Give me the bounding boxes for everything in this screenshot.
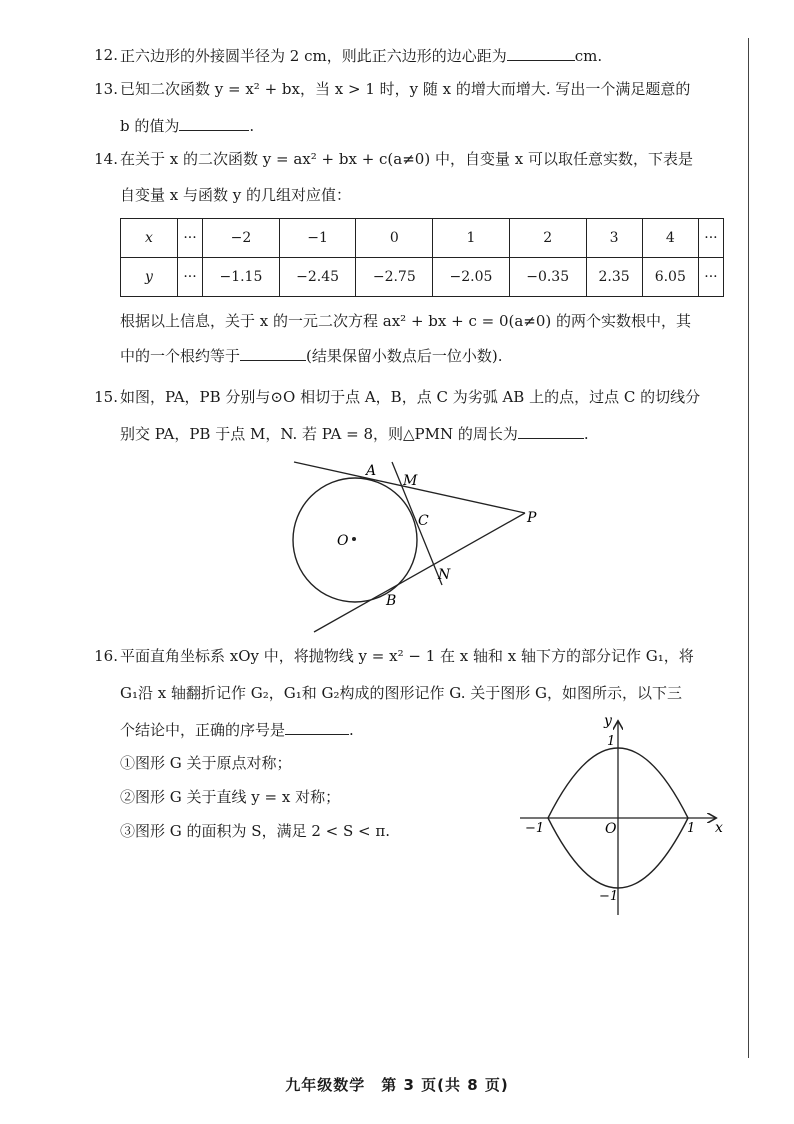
answer-blank[interactable] xyxy=(240,344,306,361)
question-text: b 的值为 xyxy=(120,117,180,135)
question-14-line-2 xyxy=(120,184,720,206)
question-text: 根据以上信息，关于 x 的一元二次方程 ax² + bx + c = 0(a≠0) 的两个实数根中，其 xyxy=(120,312,692,330)
tick-label-neg1-left: −1 xyxy=(525,821,545,836)
option-text: ③图形 G 的面积为 S，满足 2 < S < π. xyxy=(120,822,390,840)
page-margin-rule xyxy=(748,38,749,1058)
table-cell: −2.75 xyxy=(356,258,433,297)
period: . xyxy=(249,117,255,135)
label-n: N xyxy=(438,567,451,583)
period: . xyxy=(583,425,589,443)
tick-label-1-right: 1 xyxy=(687,821,696,836)
table-cell: 0 xyxy=(356,219,433,258)
table-cell: ··· xyxy=(178,219,203,258)
table-cell: −2.05 xyxy=(433,258,510,297)
question-text: 正六边形的外接圆半径为 2 cm，则此正六边形的边心距为 xyxy=(120,47,507,65)
question-15 xyxy=(94,386,720,408)
table-cell: 3 xyxy=(586,219,642,258)
table-cell: 6.05 xyxy=(642,258,698,297)
table-cell: ··· xyxy=(178,258,203,297)
label-p: P xyxy=(527,510,537,526)
question-text: (结果保留小数点后一位小数). xyxy=(306,347,503,365)
question-14-line-4 xyxy=(120,344,720,367)
question-15-line-2 xyxy=(120,422,720,445)
question-14-line-3 xyxy=(120,310,720,332)
question-text: 别交 PA，PB 于点 M，N. 若 PA = 8，则△PMN 的周长为 xyxy=(120,425,518,443)
question-text: 中的一个根约等于 xyxy=(120,347,241,365)
page-footer: 九年级数学 第 3 页(共 8 页) xyxy=(285,1076,509,1094)
table-cell: 2 xyxy=(509,219,586,258)
tick-label-1-top: 1 xyxy=(607,734,616,749)
question-16-line-2 xyxy=(120,682,720,704)
unit-text: cm. xyxy=(574,47,603,65)
question-12 xyxy=(94,44,720,67)
table-row-y xyxy=(121,258,724,297)
table-cell: −0.35 xyxy=(509,258,586,297)
question-16 xyxy=(94,645,720,667)
table-cell: −1 xyxy=(279,219,356,258)
center-dot xyxy=(352,537,356,541)
question-number: 15. xyxy=(94,388,118,406)
graph-g-figure xyxy=(515,710,730,920)
question-text: 个结论中，正确的序号是 xyxy=(120,721,286,739)
label-m: M xyxy=(403,473,418,489)
question-number: 16. xyxy=(94,647,118,665)
option-text: ②图形 G 关于直线 y = x 对称； xyxy=(120,788,341,806)
table-header-y: y xyxy=(121,258,178,297)
answer-blank[interactable] xyxy=(179,114,249,131)
question-number: 14. xyxy=(94,150,118,168)
question-13-line-2 xyxy=(120,114,720,137)
answer-blank[interactable] xyxy=(285,718,349,735)
answer-blank[interactable] xyxy=(518,422,584,439)
label-o: O xyxy=(337,533,349,549)
question-text: 在关于 x 的二次函数 y = ax² + bx + c(a≠0) 中，自变量 x 可以取任意实数，下表是 xyxy=(120,150,693,168)
label-a: A xyxy=(366,463,377,479)
table-cell: ··· xyxy=(698,258,723,297)
label-x: x xyxy=(715,820,723,836)
label-c: C xyxy=(418,513,429,529)
option-text: ①图形 G 关于原点对称； xyxy=(120,754,292,772)
label-origin: O xyxy=(605,821,617,837)
tangent-circle-figure xyxy=(270,455,570,635)
table-cell: −1.15 xyxy=(203,258,280,297)
question-13 xyxy=(94,78,720,100)
table-cell: 1 xyxy=(433,219,510,258)
question-text: G₁沿 x 轴翻折记作 G₂，G₁和 G₂构成的图形记作 G. 关于图形 G，如图所示，以下三 xyxy=(120,684,683,702)
table-row-x xyxy=(121,219,724,258)
table-cell: 2.35 xyxy=(586,258,642,297)
table-header-x: x xyxy=(121,219,178,258)
question-number: 13. xyxy=(94,80,118,98)
question-text: 自变量 x 与函数 y 的几组对应值： xyxy=(120,186,352,204)
table-cell: 4 xyxy=(642,219,698,258)
label-b: B xyxy=(386,593,397,609)
question-number: 12. xyxy=(94,46,118,64)
answer-blank[interactable] xyxy=(507,44,575,61)
table-cell: ··· xyxy=(698,219,723,258)
label-y: y xyxy=(604,713,612,729)
question-14 xyxy=(94,148,720,170)
question-text: 平面直角坐标系 xOy 中，将抛物线 y = x² − 1 在 x 轴和 x 轴下方的部分记作 G₁，将 xyxy=(120,647,694,665)
tick-label-neg1-bottom: −1 xyxy=(599,889,619,904)
value-table xyxy=(120,218,724,297)
table-cell: −2.45 xyxy=(279,258,356,297)
question-text: 如图，PA，PB 分别与⊙O 相切于点 A，B，点 C 为劣弧 AB 上的点，过点 C 的切线分 xyxy=(120,388,701,406)
question-text: 已知二次函数 y = x² + bx，当 x > 1 时，y 随 x 的增大而增大. 写出一个满足题意的 xyxy=(120,80,691,98)
table-cell: −2 xyxy=(203,219,280,258)
period: . xyxy=(349,721,354,739)
